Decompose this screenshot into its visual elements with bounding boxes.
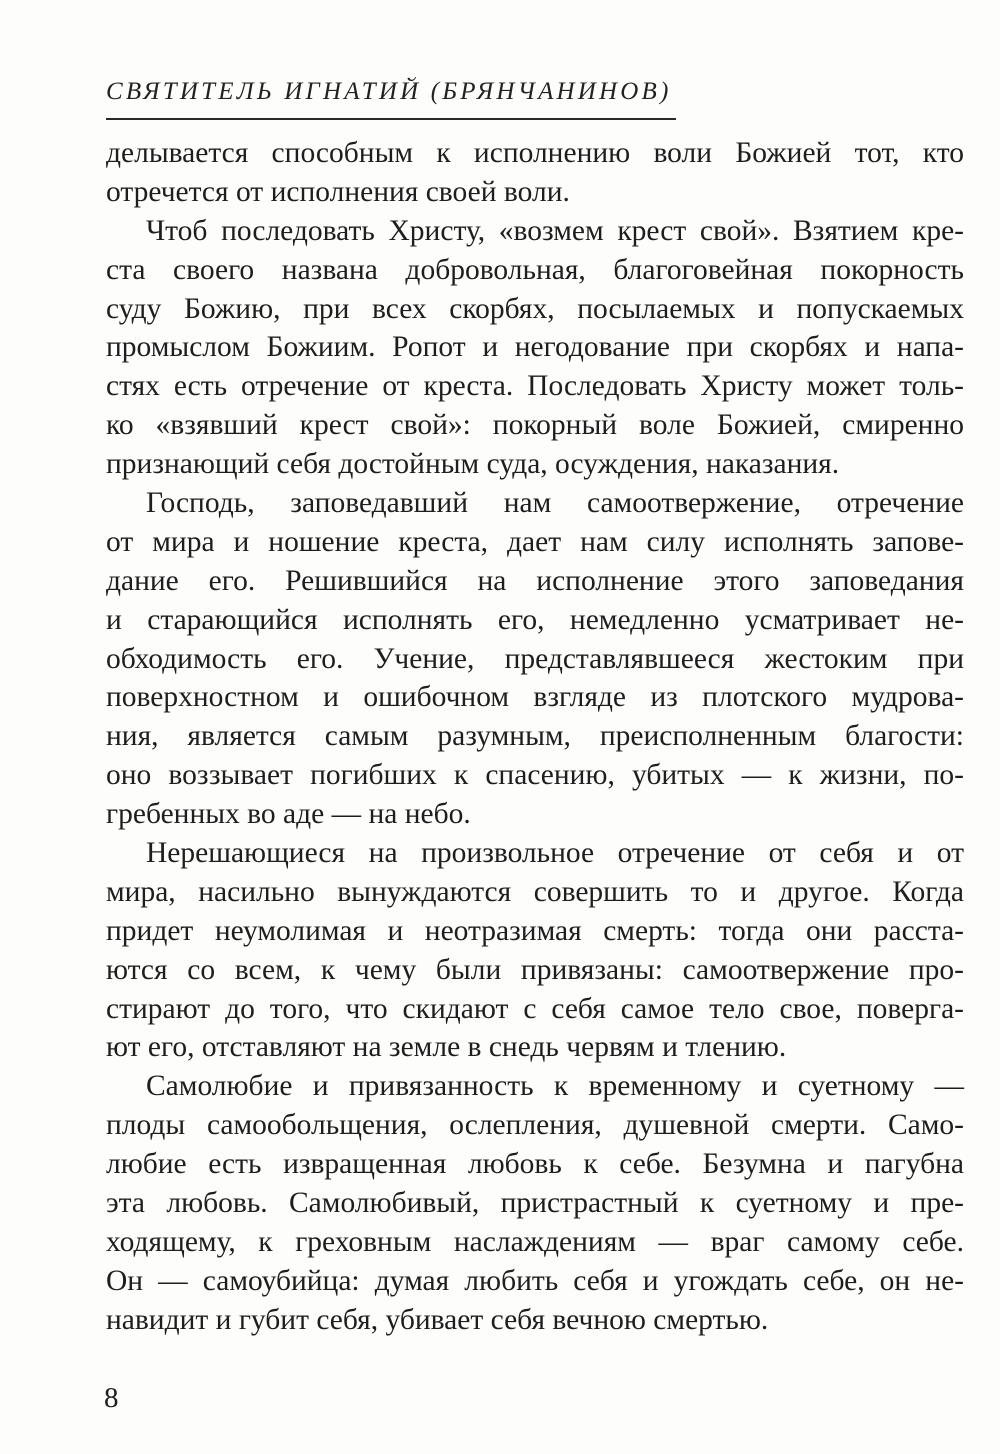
text-line: Самолюбие и привязанность к временному и суетному — xyxy=(146,1070,964,1103)
text-line: и старающийся исполнять его, немедленно усматривает не- xyxy=(106,603,964,636)
text-line: ходящему, к греховным наслаждениям — враг самому себе. xyxy=(106,1225,964,1258)
page-number: 8 xyxy=(104,1382,119,1414)
text-line: отречется от исполнения своей воли. xyxy=(106,175,570,208)
text-line: Он — самоубийца: думая любить себя и угождать себе, он не- xyxy=(106,1264,964,1297)
text-line: оно воззывает погибших к спасению, убитых — к жизни, по- xyxy=(106,759,964,792)
text-line: дание его. Решившийся на исполнение этого заповедания xyxy=(106,564,964,597)
text-line: Нерешающиеся на произвольное отречение от себя и от xyxy=(146,837,964,870)
running-head xyxy=(106,74,676,120)
text-line: ют его, отставляют на земле в снедь червям и тлению. xyxy=(106,1031,787,1064)
text-line: ко «взявший крест свой»: покорный воле Божией, смиренно xyxy=(106,409,964,442)
text-line: стирают до того, что скидают с себя самое тело свое, поверга- xyxy=(106,992,964,1025)
text-line: признающий себя достойным суда, осуждения, наказания. xyxy=(106,448,840,481)
text-line: стях есть отречение от креста. Последовать Христу может толь- xyxy=(106,370,964,403)
text-line: промыслом Божиим. Ропот и негодование при скорбях и напа- xyxy=(106,331,964,364)
text-line: ются со всем, к чему были привязаны: самоотвержение про- xyxy=(106,953,964,986)
text-line: от мира и ношение креста, дает нам силу исполнять запове- xyxy=(106,525,964,558)
text-line: любие есть извращенная любовь к себе. Безумна и пагубна xyxy=(106,1148,964,1181)
text-line: делывается способным к исполнению воли Божией тот, кто xyxy=(106,137,964,169)
body-text xyxy=(106,134,964,1340)
text-line: мира, насильно вынуждаются совершить то и другое. Когда xyxy=(106,875,964,908)
text-line: придет неумолимая и неотразимая смерть: тогда они расста- xyxy=(106,914,964,947)
text-line: навидит и губит себя, убивает себя вечною смертью. xyxy=(106,1303,769,1336)
text-line: ста своего названа добровольная, благоговейная покорность xyxy=(106,253,964,286)
text-line: гребенных во аде — на небо. xyxy=(106,798,471,831)
text-line: ния, является самым разумным, преисполненным благости: xyxy=(106,720,964,753)
text-line: Чтоб последовать Христу, «возмем крест свой». Взятием кре- xyxy=(146,214,964,247)
running-head-title: СВЯТИТЕЛЬ ИГНАТИЙ (БРЯНЧАНИНОВ) xyxy=(106,78,672,105)
text-line: плоды самообольщения, ослепления, душевной смерти. Само- xyxy=(106,1109,964,1142)
text-line: эта любовь. Самолюбивый, пристрастный к суетному и пре- xyxy=(106,1187,964,1220)
text-line: поверхностном и ошибочном взгляде из плотского мудрова- xyxy=(106,681,964,714)
text-line: Господь, заповедавший нам самоотвержение, отречение xyxy=(146,487,964,520)
text-line: суду Божию, при всех скорбях, посылаемых и попускаемых xyxy=(106,292,964,325)
text-line: обходимость его. Учение, представлявшееся жестоким при xyxy=(106,642,964,675)
